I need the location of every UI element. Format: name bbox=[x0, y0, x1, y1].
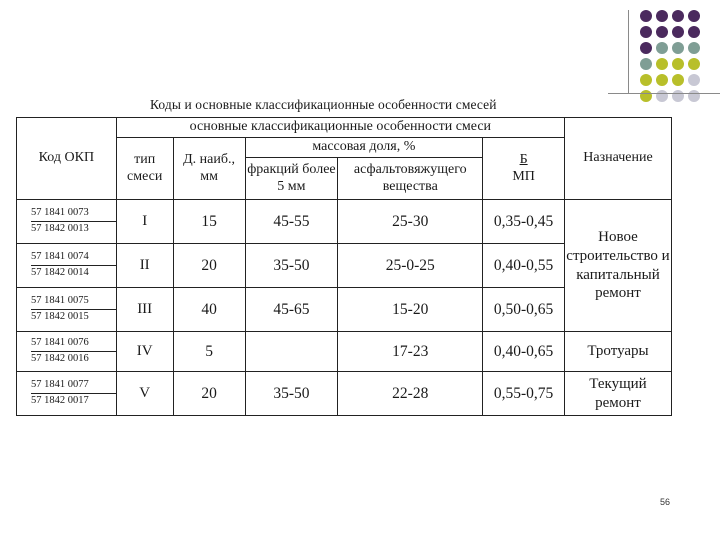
max-size: 5 bbox=[173, 332, 245, 372]
binder-value: 25-30 bbox=[338, 200, 483, 244]
header-b-unit: МП bbox=[512, 168, 535, 184]
max-size: 20 bbox=[173, 244, 245, 288]
decorative-dot bbox=[656, 26, 668, 38]
table-row bbox=[17, 332, 672, 372]
page-number: 56 bbox=[660, 497, 671, 507]
binder-value: 15-20 bbox=[338, 288, 483, 332]
header-features: основные классификационные особенности смеси bbox=[116, 118, 564, 138]
decorative-dot bbox=[688, 26, 700, 38]
header-code: Код ОКП bbox=[17, 118, 117, 200]
b-value: 0,35-0,45 bbox=[483, 200, 565, 244]
fractions-value: 45-55 bbox=[245, 200, 338, 244]
mix-type: V bbox=[116, 372, 173, 416]
header-max-size: Д. наиб., мм bbox=[173, 138, 245, 200]
decorative-dot bbox=[672, 10, 684, 22]
decorative-dot-grid bbox=[640, 10, 720, 110]
decorative-dot bbox=[672, 90, 684, 102]
table-caption: Коды и основные классификационные особенности смесей bbox=[150, 97, 497, 112]
decorative-dot bbox=[672, 42, 684, 54]
decorative-dot bbox=[672, 58, 684, 70]
decorative-dot bbox=[640, 58, 652, 70]
binder-value: 17-23 bbox=[338, 332, 483, 372]
mix-type: III bbox=[116, 288, 173, 332]
decorative-vertical-line bbox=[628, 10, 629, 94]
mix-type: II bbox=[116, 244, 173, 288]
okp-code-1: 57 1841 0073 bbox=[31, 206, 116, 222]
decorative-dot bbox=[640, 74, 652, 86]
header-b bbox=[483, 138, 565, 200]
decorative-dot bbox=[640, 42, 652, 54]
b-value: 0,40-0,65 bbox=[483, 332, 565, 372]
okp-code-cell bbox=[17, 372, 117, 416]
header-mass-share: массовая доля, % bbox=[245, 138, 483, 158]
fractions-value: 45-65 bbox=[245, 288, 338, 332]
purpose-sidewalks: Тротуары bbox=[565, 332, 672, 372]
fractions-value bbox=[245, 332, 338, 372]
okp-code-1: 57 1841 0077 bbox=[31, 378, 116, 394]
mix-classification-table bbox=[16, 117, 672, 416]
decorative-horizontal-line bbox=[608, 93, 720, 94]
okp-code-2: 57 1842 0017 bbox=[31, 395, 89, 406]
max-size: 40 bbox=[173, 288, 245, 332]
b-value: 0,55-0,75 bbox=[483, 372, 565, 416]
okp-code-1: 57 1841 0075 bbox=[31, 294, 116, 310]
decorative-dot bbox=[656, 10, 668, 22]
binder-value: 22-28 bbox=[338, 372, 483, 416]
table-row bbox=[17, 372, 672, 416]
max-size: 15 bbox=[173, 200, 245, 244]
decorative-dot bbox=[688, 10, 700, 22]
okp-code-cell bbox=[17, 244, 117, 288]
header-purpose: Назначение bbox=[565, 118, 672, 200]
okp-code-cell bbox=[17, 200, 117, 244]
okp-code-2: 57 1842 0015 bbox=[31, 311, 89, 322]
okp-code-2: 57 1842 0016 bbox=[31, 353, 89, 364]
decorative-dot bbox=[640, 90, 652, 102]
okp-code-cell bbox=[17, 332, 117, 372]
decorative-dot bbox=[672, 74, 684, 86]
okp-code-1: 57 1841 0076 bbox=[31, 336, 116, 352]
decorative-dot bbox=[656, 58, 668, 70]
okp-code-cell bbox=[17, 288, 117, 332]
mix-type: IV bbox=[116, 332, 173, 372]
header-binder: асфальтовяжущего вещества bbox=[338, 158, 483, 200]
mix-type: I bbox=[116, 200, 173, 244]
header-fractions: фракций более 5 мм bbox=[245, 158, 338, 200]
decorative-dot bbox=[688, 42, 700, 54]
table-row bbox=[17, 200, 672, 244]
decorative-dot bbox=[656, 74, 668, 86]
okp-code-2: 57 1842 0014 bbox=[31, 267, 89, 278]
fractions-value: 35-50 bbox=[245, 372, 338, 416]
max-size: 20 bbox=[173, 372, 245, 416]
binder-value: 25-0-25 bbox=[338, 244, 483, 288]
decorative-dot bbox=[640, 26, 652, 38]
purpose-new-construction: Новое строительство и капитальный ремонт bbox=[565, 200, 672, 332]
header-b-symbol: Б bbox=[519, 152, 528, 168]
decorative-dot bbox=[672, 26, 684, 38]
purpose-current-repair: Текущий ремонт bbox=[565, 372, 672, 416]
decorative-dot bbox=[688, 58, 700, 70]
decorative-dot bbox=[688, 74, 700, 86]
b-value: 0,40-0,55 bbox=[483, 244, 565, 288]
header-type: тип смеси bbox=[116, 138, 173, 200]
b-value: 0,50-0,65 bbox=[483, 288, 565, 332]
okp-code-1: 57 1841 0074 bbox=[31, 250, 116, 266]
decorative-dot bbox=[688, 90, 700, 102]
okp-code-2: 57 1842 0013 bbox=[31, 223, 89, 234]
decorative-dot bbox=[656, 42, 668, 54]
decorative-dot bbox=[656, 90, 668, 102]
decorative-dot bbox=[640, 10, 652, 22]
fractions-value: 35-50 bbox=[245, 244, 338, 288]
